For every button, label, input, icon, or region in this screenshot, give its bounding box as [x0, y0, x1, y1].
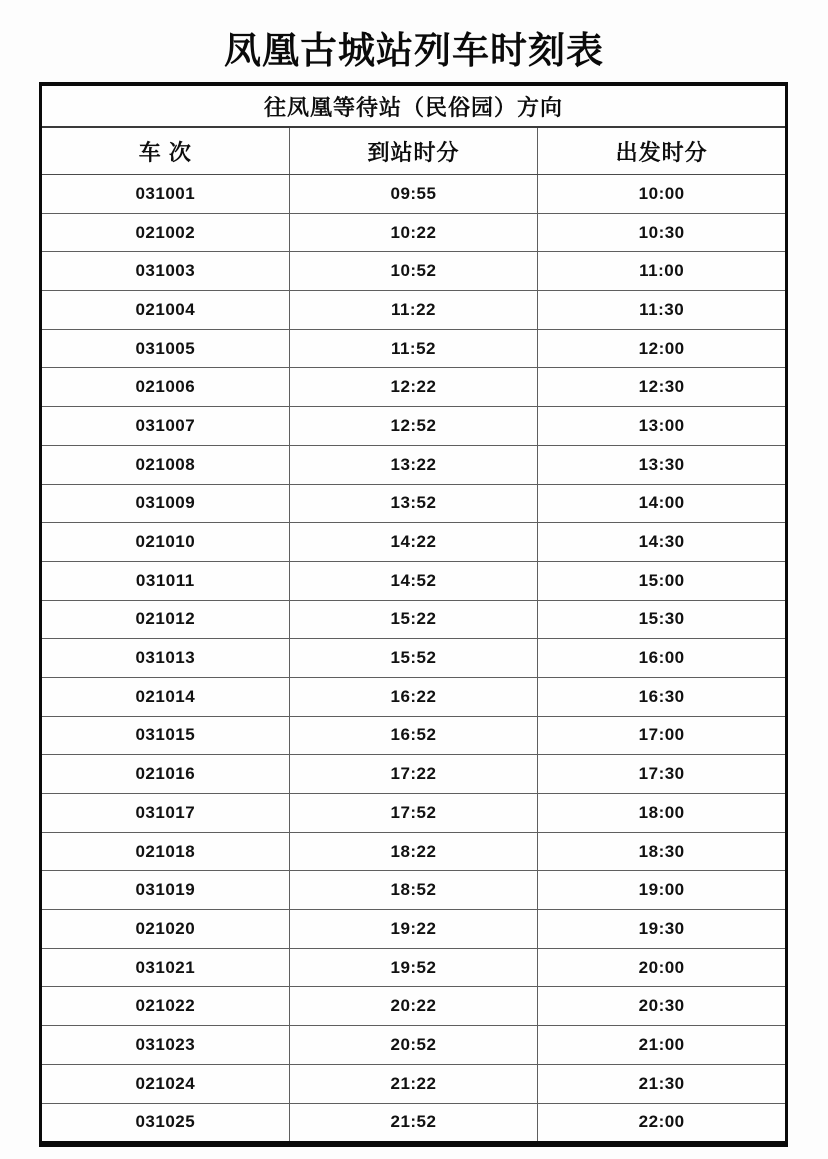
- train-no-cell: 031019: [41, 871, 290, 910]
- departure-time-cell: 17:00: [538, 716, 787, 755]
- departure-time-cell: 16:00: [538, 639, 787, 678]
- table-row: [41, 368, 787, 407]
- arrival-time-cell: 12:22: [289, 368, 538, 407]
- arrival-time-cell: 10:52: [289, 252, 538, 291]
- departure-time-cell: 20:00: [538, 948, 787, 987]
- arrival-time-cell: 21:52: [289, 1103, 538, 1144]
- arrival-time-cell: 09:55: [289, 175, 538, 214]
- arrival-time-cell: 19:22: [289, 910, 538, 949]
- train-no-cell: 021022: [41, 987, 290, 1026]
- arrival-time-cell: 17:52: [289, 794, 538, 833]
- arrival-time-cell: 20:52: [289, 1026, 538, 1065]
- train-no-cell: 031015: [41, 716, 290, 755]
- arrival-time-cell: 16:22: [289, 677, 538, 716]
- arrival-time-cell: 14:52: [289, 561, 538, 600]
- arrival-time-cell: 15:22: [289, 600, 538, 639]
- arrival-time-cell: 15:52: [289, 639, 538, 678]
- train-no-cell: 021006: [41, 368, 290, 407]
- departure-time-cell: 12:00: [538, 329, 787, 368]
- train-no-cell: 031009: [41, 484, 290, 523]
- departure-time-cell: 17:30: [538, 755, 787, 794]
- departure-time-cell: 15:00: [538, 561, 787, 600]
- train-no-cell: 021014: [41, 677, 290, 716]
- table-row: [41, 291, 787, 330]
- timetable-body: [41, 175, 787, 1145]
- arrival-time-cell: 16:52: [289, 716, 538, 755]
- table-row: [41, 1064, 787, 1103]
- table-row: [41, 794, 787, 833]
- train-no-cell: 021010: [41, 523, 290, 562]
- table-row: [41, 523, 787, 562]
- train-no-cell: 021002: [41, 213, 290, 252]
- train-no-cell: 031001: [41, 175, 290, 214]
- departure-time-cell: 20:30: [538, 987, 787, 1026]
- table-row: [41, 987, 787, 1026]
- column-header-arrival-time: 到站时分: [289, 127, 538, 175]
- departure-time-cell: 12:30: [538, 368, 787, 407]
- table-row: [41, 329, 787, 368]
- train-no-cell: 021008: [41, 445, 290, 484]
- table-row: [41, 1103, 787, 1144]
- arrival-time-cell: 18:22: [289, 832, 538, 871]
- column-header-train-no: 车 次: [41, 127, 290, 175]
- departure-time-cell: 18:30: [538, 832, 787, 871]
- train-no-cell: 031011: [41, 561, 290, 600]
- train-no-cell: 031021: [41, 948, 290, 987]
- train-no-cell: 021016: [41, 755, 290, 794]
- table-row: [41, 716, 787, 755]
- train-no-cell: 021020: [41, 910, 290, 949]
- column-header-row: [41, 127, 787, 175]
- train-timetable: [39, 82, 788, 1147]
- train-no-cell: 031007: [41, 407, 290, 446]
- departure-time-cell: 19:30: [538, 910, 787, 949]
- departure-time-cell: 14:00: [538, 484, 787, 523]
- table-row: [41, 639, 787, 678]
- departure-time-cell: 13:30: [538, 445, 787, 484]
- direction-header-row: [41, 84, 787, 127]
- table-row: [41, 871, 787, 910]
- table-row: [41, 445, 787, 484]
- departure-time-cell: 21:30: [538, 1064, 787, 1103]
- arrival-time-cell: 13:22: [289, 445, 538, 484]
- table-row: [41, 175, 787, 214]
- arrival-time-cell: 19:52: [289, 948, 538, 987]
- table-row: [41, 832, 787, 871]
- departure-time-cell: 11:00: [538, 252, 787, 291]
- train-no-cell: 031017: [41, 794, 290, 833]
- arrival-time-cell: 20:22: [289, 987, 538, 1026]
- table-row: [41, 407, 787, 446]
- departure-time-cell: 21:00: [538, 1026, 787, 1065]
- table-row: [41, 948, 787, 987]
- train-no-cell: 021012: [41, 600, 290, 639]
- train-no-cell: 021018: [41, 832, 290, 871]
- arrival-time-cell: 12:52: [289, 407, 538, 446]
- arrival-time-cell: 18:52: [289, 871, 538, 910]
- departure-time-cell: 18:00: [538, 794, 787, 833]
- arrival-time-cell: 17:22: [289, 755, 538, 794]
- page-title: 凤凰古城站列车时刻表: [224, 30, 604, 71]
- train-no-cell: 021024: [41, 1064, 290, 1103]
- departure-time-cell: 22:00: [538, 1103, 787, 1144]
- train-no-cell: 031013: [41, 639, 290, 678]
- train-no-cell: 031003: [41, 252, 290, 291]
- departure-time-cell: 10:30: [538, 213, 787, 252]
- direction-header: 往凤凰等待站（民俗园）方向: [41, 84, 787, 127]
- train-no-cell: 021004: [41, 291, 290, 330]
- table-row: [41, 561, 787, 600]
- train-no-cell: 031023: [41, 1026, 290, 1065]
- table-row: [41, 677, 787, 716]
- departure-time-cell: 13:00: [538, 407, 787, 446]
- table-row: [41, 910, 787, 949]
- arrival-time-cell: 13:52: [289, 484, 538, 523]
- column-header-departure-time: 出发时分: [538, 127, 787, 175]
- departure-time-cell: 15:30: [538, 600, 787, 639]
- train-no-cell: 031025: [41, 1103, 290, 1144]
- arrival-time-cell: 14:22: [289, 523, 538, 562]
- arrival-time-cell: 21:22: [289, 1064, 538, 1103]
- arrival-time-cell: 11:52: [289, 329, 538, 368]
- table-row: [41, 755, 787, 794]
- table-row: [41, 600, 787, 639]
- train-no-cell: 031005: [41, 329, 290, 368]
- table-row: [41, 1026, 787, 1065]
- table-row: [41, 252, 787, 291]
- arrival-time-cell: 11:22: [289, 291, 538, 330]
- departure-time-cell: 10:00: [538, 175, 787, 214]
- departure-time-cell: 19:00: [538, 871, 787, 910]
- table-row: [41, 213, 787, 252]
- table-row: [41, 484, 787, 523]
- departure-time-cell: 16:30: [538, 677, 787, 716]
- arrival-time-cell: 10:22: [289, 213, 538, 252]
- departure-time-cell: 14:30: [538, 523, 787, 562]
- departure-time-cell: 11:30: [538, 291, 787, 330]
